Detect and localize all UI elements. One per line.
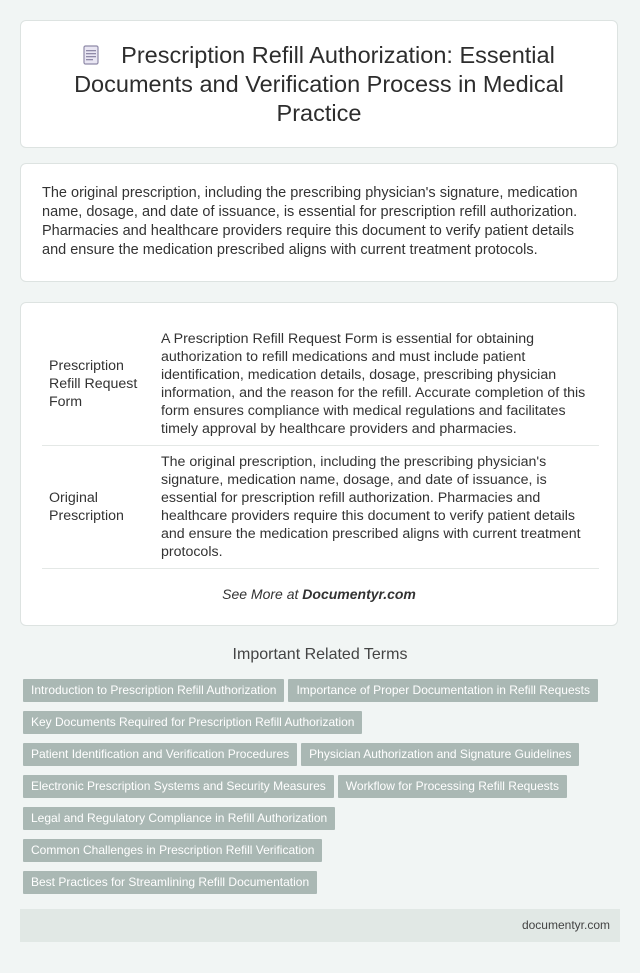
see-more bbox=[21, 586, 617, 602]
related-term-tag[interactable]: Legal and Regulatory Compliance in Refill Authorization bbox=[23, 807, 335, 830]
page-title-text: Prescription Refill Authorization: Essential Documents and Verification Process in Medical Practice bbox=[74, 41, 564, 126]
related-term-tag[interactable]: Best Practices for Streamlining Refill Documentation bbox=[23, 871, 317, 894]
related-term-tag[interactable]: Electronic Prescription Systems and Security Measures bbox=[23, 775, 334, 798]
related-term-tag[interactable]: Patient Identification and Verification Procedures bbox=[23, 743, 297, 766]
related-term-tag[interactable]: Common Challenges in Prescription Refill Verification bbox=[23, 839, 322, 862]
footer bbox=[20, 909, 620, 942]
document-description: The original prescription, including the prescribing physician's signature, medication name, dosage, and date of issuance, is essential for prescription refill authorization. Pharmacies and healthcare providers require this document to verify patient details and ensure the medication prescribed aligns with current treatment protocols. bbox=[154, 446, 599, 569]
footer-site-link[interactable]: documentyr.com bbox=[521, 918, 610, 932]
document-icon bbox=[83, 45, 99, 65]
page-title bbox=[39, 41, 599, 128]
see-more-link[interactable]: Documentyr.com bbox=[302, 586, 416, 602]
documents-table bbox=[42, 323, 599, 569]
related-terms-list bbox=[23, 679, 623, 903]
table-row bbox=[42, 446, 599, 569]
related-term-tag[interactable]: Introduction to Prescription Refill Authorization bbox=[23, 679, 284, 702]
related-terms-title: Important Related Terms bbox=[232, 646, 408, 663]
documents-card bbox=[20, 302, 618, 626]
document-description: A Prescription Refill Request Form is essential for obtaining authorization to refill medications and must include patient identification, medication details, dosage, prescribing physician information, and the reason for the refill. Accurate completion of this form ensures compliance with medical regulations and facilitates timely approval by healthcare providers and pharmacies. bbox=[154, 323, 599, 446]
document-term: Original Prescription bbox=[42, 446, 154, 569]
intro-card bbox=[20, 163, 618, 282]
table-row bbox=[42, 323, 599, 446]
related-term-tag[interactable]: Physician Authorization and Signature Guidelines bbox=[301, 743, 579, 766]
title-card bbox=[20, 20, 618, 148]
document-term: Prescription Refill Request Form bbox=[42, 323, 154, 446]
intro-text: The original prescription, including the prescribing physician's signature, medication name, dosage, and date of issuance, is essential for prescription refill authorization. Pharmacies and healthcare providers require this document to verify patient details and ensure the medication prescribed aligns with current treatment protocols. bbox=[42, 185, 578, 258]
related-term-tag[interactable]: Key Documents Required for Prescription Refill Authorization bbox=[23, 711, 362, 734]
related-term-tag[interactable]: Workflow for Processing Refill Requests bbox=[338, 775, 567, 798]
see-more-prefix: See More at bbox=[222, 586, 303, 602]
related-term-tag[interactable]: Importance of Proper Documentation in Refill Requests bbox=[288, 679, 597, 702]
